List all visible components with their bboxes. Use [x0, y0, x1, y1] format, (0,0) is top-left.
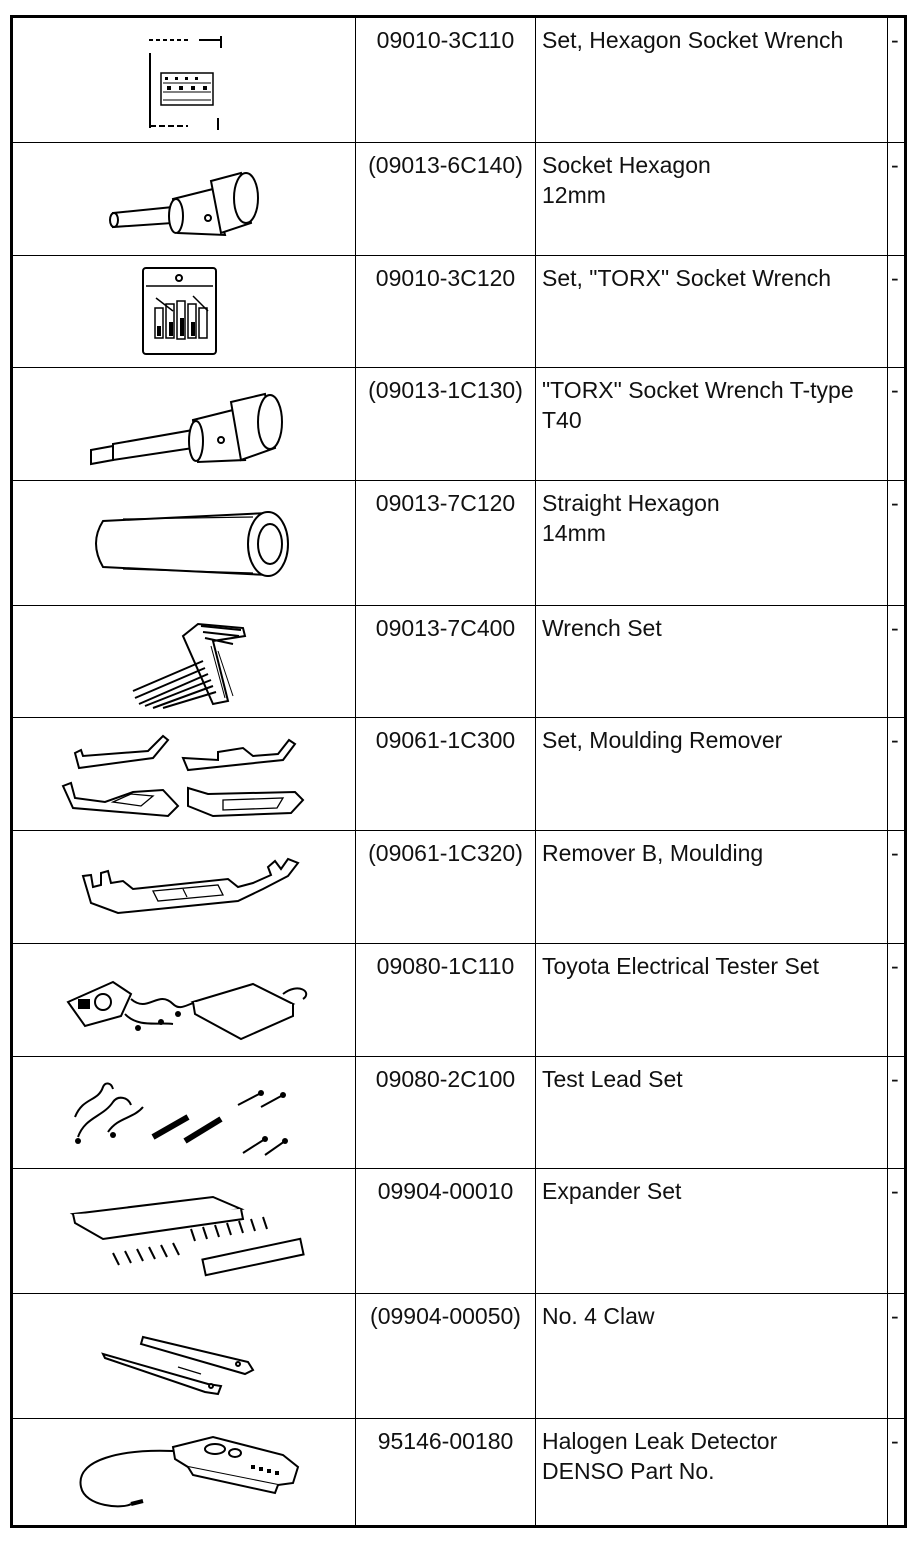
- table-row: [13, 18, 904, 143]
- tool-name: Set, Moulding Remover: [536, 718, 888, 830]
- part-number: 09061-1C300: [356, 718, 536, 830]
- table-row: [13, 1169, 904, 1294]
- electrical-tester-set-icon: [13, 944, 356, 1056]
- note: -: [891, 840, 899, 866]
- note: -: [891, 953, 899, 979]
- table-row: [13, 831, 904, 944]
- table-row: [13, 944, 904, 1057]
- table-row: [13, 718, 904, 831]
- moulding-remover-icon: [13, 831, 356, 943]
- part-number: (09061-1C320): [356, 831, 536, 943]
- table-row: [13, 1294, 904, 1419]
- part-number: (09013-1C130): [356, 368, 536, 480]
- part-number: 95146-00180: [356, 1419, 536, 1525]
- part-number: 09904-00010: [356, 1169, 536, 1293]
- expander-set-icon: [13, 1169, 356, 1293]
- tool-name: Set, Hexagon Socket Wrench: [536, 18, 888, 142]
- test-lead-set-icon: [13, 1057, 356, 1168]
- part-number: (09013-6C140): [356, 143, 536, 255]
- note: -: [891, 1066, 899, 1092]
- note: -: [891, 1178, 899, 1204]
- note: -: [891, 265, 899, 291]
- tool-name: Remover B, Moulding: [536, 831, 888, 943]
- note: -: [891, 152, 899, 178]
- note: -: [891, 615, 899, 641]
- note: -: [891, 490, 899, 516]
- halogen-leak-detector-icon: [13, 1419, 356, 1525]
- tool-name: Straight Hexagon 14mm: [536, 481, 888, 605]
- note: -: [891, 27, 899, 53]
- torx-socket-icon: [13, 368, 356, 480]
- wrench-set-icon: [13, 606, 356, 717]
- part-number: 09080-2C100: [356, 1057, 536, 1168]
- part-number: 09010-3C110: [356, 18, 536, 142]
- claw-icon: [13, 1294, 356, 1418]
- special-tools-table: [10, 15, 907, 1528]
- part-number: 09013-7C120: [356, 481, 536, 605]
- note: -: [891, 377, 899, 403]
- table-row: [13, 143, 904, 256]
- tool-name: Socket Hexagon 12mm: [536, 143, 888, 255]
- hexagon-socket-icon: [13, 143, 356, 255]
- tool-name: Test Lead Set: [536, 1057, 888, 1168]
- straight-hexagon-icon: [13, 481, 356, 605]
- torx-socket-wrench-set-icon: [13, 256, 356, 367]
- tool-name: "TORX" Socket Wrench T-type T40: [536, 368, 888, 480]
- tool-name: Set, "TORX" Socket Wrench: [536, 256, 888, 367]
- tool-name: Expander Set: [536, 1169, 888, 1293]
- table-row: [13, 368, 904, 481]
- note: -: [891, 727, 899, 753]
- tool-name: Halogen Leak Detector DENSO Part No.: [536, 1419, 888, 1525]
- note: -: [891, 1428, 899, 1454]
- table-row: [13, 1419, 904, 1525]
- note: -: [891, 1303, 899, 1329]
- part-number: 09080-1C110: [356, 944, 536, 1056]
- moulding-remover-set-icon: [13, 718, 356, 830]
- tool-name: Wrench Set: [536, 606, 888, 717]
- table-row: [13, 256, 904, 368]
- part-number: (09904-00050): [356, 1294, 536, 1418]
- part-number: 09010-3C120: [356, 256, 536, 367]
- tool-name: No. 4 Claw: [536, 1294, 888, 1418]
- hexagon-socket-wrench-set-icon: [13, 18, 356, 142]
- table-row: [13, 481, 904, 606]
- tool-name: Toyota Electrical Tester Set: [536, 944, 888, 1056]
- part-number: 09013-7C400: [356, 606, 536, 717]
- table-row: [13, 1057, 904, 1169]
- table-row: [13, 606, 904, 718]
